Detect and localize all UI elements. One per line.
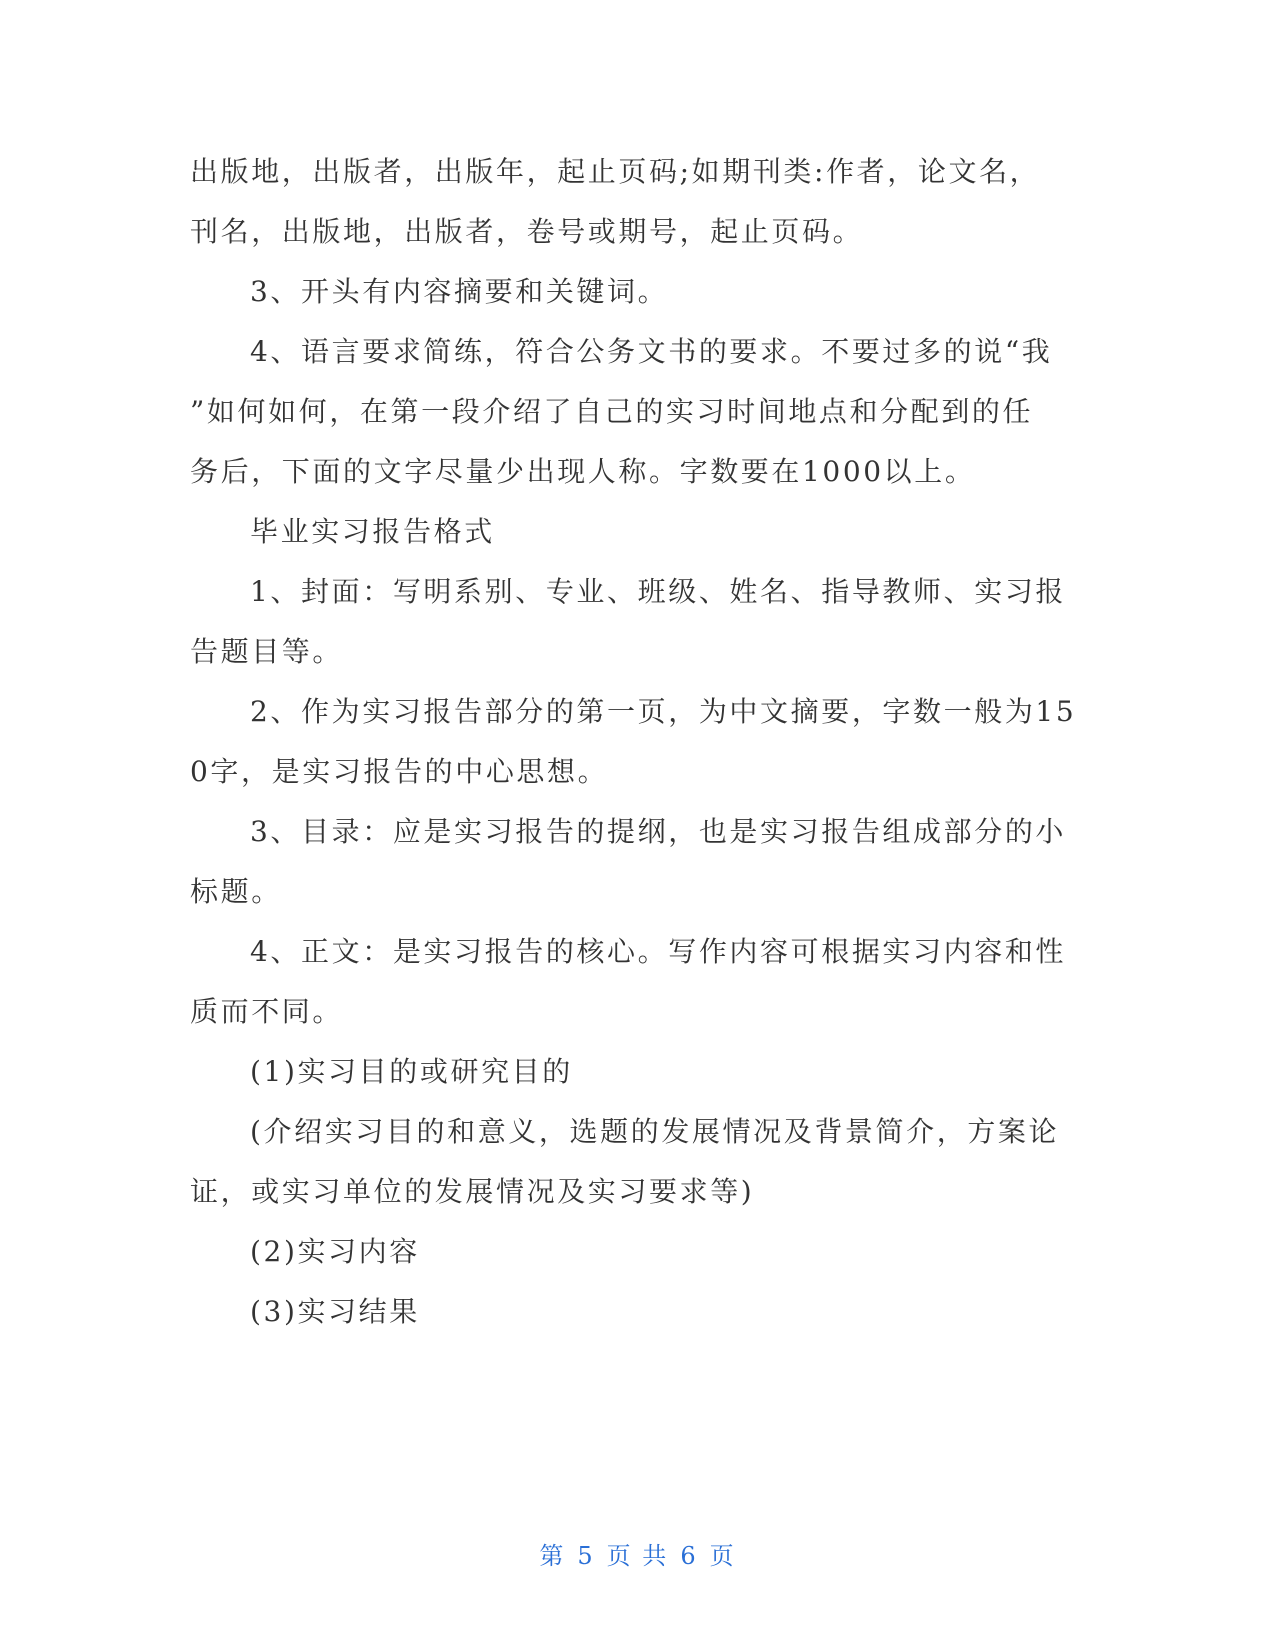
body-line-4: 4、语言要求简练，符合公务文书的要求。不要过多的说“我: [250, 335, 1053, 368]
document-body: [190, 142, 1080, 1342]
body-line-6: 务后，下面的文字尽量少出现人称。字数要在1000以上。: [190, 455, 976, 488]
body-line-9: 告题目等。: [190, 635, 344, 668]
body-line-17: (介绍实习目的和意义，选题的发展情况及背景简介，方案论: [250, 1115, 1060, 1148]
footer-prefix: 第: [539, 1542, 566, 1570]
section-heading: 毕业实习报告格式: [250, 515, 495, 548]
footer-total-pages: 6: [680, 1542, 698, 1570]
footer-middle: 页 共: [606, 1542, 669, 1570]
body-line-19: (2)实习内容: [250, 1235, 420, 1268]
body-line-8: 1、封面：写明系别、专业、班级、姓名、指导教师、实习报: [250, 575, 1067, 608]
footer-suffix: 页: [709, 1542, 736, 1570]
body-line-18: 证，或实习单位的发展情况及实习要求等): [190, 1175, 755, 1208]
body-line-16: (1)实习目的或研究目的: [250, 1055, 573, 1088]
body-line-2: 刊名，出版地，出版者，卷号或期号，起止页码。: [190, 215, 864, 248]
body-line-5: ”如何如何，在第一段介绍了自己的实习时间地点和分配到的任: [190, 395, 1034, 428]
body-line-11: 0字，是实习报告的中心思想。: [190, 755, 609, 788]
body-line-20: (3)实习结果: [250, 1295, 420, 1328]
body-line-14: 4、正文：是实习报告的核心。写作内容可根据实习内容和性: [250, 935, 1067, 968]
body-line-10: 2、作为实习报告部分的第一页，为中文摘要，字数一般为15: [250, 695, 1077, 728]
body-line-1: 出版地，出版者，出版年，起止页码;如期刊类:作者，论文名，: [190, 155, 1041, 188]
body-line-15: 质而不同。: [190, 995, 344, 1028]
page-footer: [0, 1536, 1275, 1571]
body-line-12: 3、目录：应是实习报告的提纲，也是实习报告组成部分的小: [250, 815, 1067, 848]
body-line-3: 3、开头有内容摘要和关键词。: [250, 275, 669, 308]
body-line-13: 标题。: [190, 875, 282, 908]
footer-page-number: 5: [577, 1542, 595, 1570]
